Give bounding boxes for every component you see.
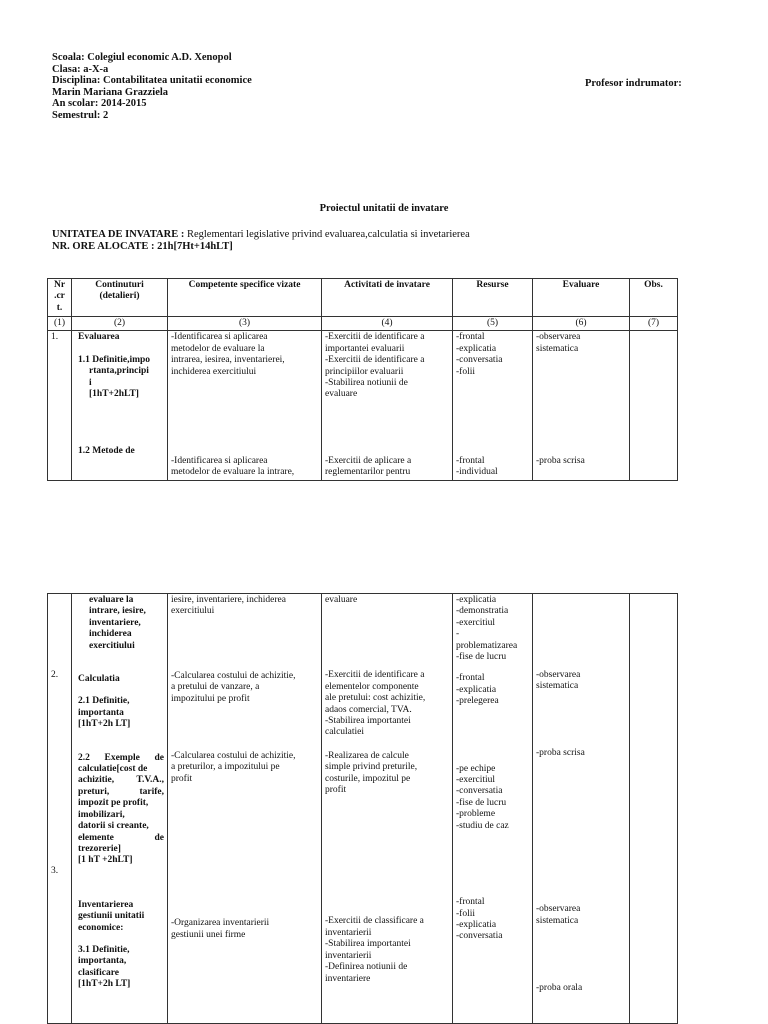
text-line: -observarea xyxy=(536,670,581,680)
class-line: Clasa: a-X-a xyxy=(52,63,109,75)
text-line: -conversatia xyxy=(456,786,503,797)
text-line: sistematica xyxy=(536,915,579,926)
text-line: costurile, impozitul pe xyxy=(325,773,411,784)
text-line: -Identificarea si aplicarea xyxy=(171,456,268,467)
text-line: profit xyxy=(171,773,193,784)
plan-table-page2 xyxy=(47,593,678,1024)
unit-line xyxy=(52,229,470,241)
subsection-3-1 xyxy=(75,945,164,991)
text-line: inchiderea exercitiului xyxy=(171,366,257,377)
text-line: -Stabilirea importantei xyxy=(325,716,411,727)
column-number-row xyxy=(48,317,678,331)
document-title: Proiectul unitatii de invatare xyxy=(319,203,449,214)
text-line: -studiu de caz xyxy=(456,820,509,831)
text-line: iesire, inventariere, inchiderea xyxy=(171,595,286,605)
text-line: -observarea xyxy=(536,904,581,915)
text-line: -frontal xyxy=(456,673,485,684)
text-line: inventariere, xyxy=(89,617,141,628)
text-line: -Organizarea inventarierii xyxy=(171,918,270,929)
text-line: calculatiei xyxy=(325,727,365,738)
document-header xyxy=(52,52,252,122)
text-line: inventarierii xyxy=(325,927,372,938)
text-line: impozit pe profit, xyxy=(78,798,149,809)
text-line: -frontal xyxy=(456,456,485,467)
header-activitati: Activitati de invatare xyxy=(322,279,453,317)
school-line: Scoala: Colegiul economic A.D. Xenopol xyxy=(52,52,232,63)
text-line: rtanta,principi xyxy=(89,366,149,377)
text-line: -Calcularea costului de achizitie, xyxy=(171,670,296,681)
activity-cell xyxy=(322,594,453,1024)
text-line: profit xyxy=(325,785,347,796)
text-line: evaluare xyxy=(325,595,358,605)
col-number: (7) xyxy=(630,317,678,331)
header-competente: Competente specifice vizate xyxy=(168,279,322,317)
unit-value: Reglementari legislative privind evaluarea,calculatia si invetarierea xyxy=(184,229,470,240)
text-line: a preturilor, a impozitului pe xyxy=(171,762,280,773)
table-row xyxy=(48,594,678,1024)
content-cell xyxy=(72,594,168,1024)
text-line: inventariere xyxy=(325,973,371,984)
header-continuturi: Continuturi (detalieri) xyxy=(72,279,168,317)
text-line: sistematica xyxy=(536,681,579,692)
text-line: - xyxy=(456,629,460,640)
text-line: sistematica xyxy=(536,343,579,354)
text-line: -explicatia xyxy=(456,343,497,354)
header-obs: Obs. xyxy=(630,279,678,317)
evaluation-cell xyxy=(533,594,630,1024)
text-line: gestiunii unei firme xyxy=(171,929,246,940)
text-line: -frontal xyxy=(456,332,485,343)
text-line: -frontal xyxy=(456,897,485,908)
section-title: Evaluarea xyxy=(78,332,120,343)
col-number: (6) xyxy=(533,317,630,331)
resources-cell xyxy=(453,594,533,1024)
text-line: -observarea xyxy=(536,332,581,343)
text-line: -conversatia xyxy=(456,355,503,366)
text-line: Inventarierea xyxy=(78,899,134,910)
subsection-2-1 xyxy=(75,696,164,730)
text-line: -probleme xyxy=(456,809,496,820)
text-line: -fise de lucru xyxy=(456,652,507,663)
text-line: -Exercitii de aplicare a xyxy=(325,455,412,466)
text-line: -Stabilirea importantei xyxy=(325,939,411,950)
col-number: (3) xyxy=(168,317,322,331)
text-line: achizitie, T.V.A., xyxy=(78,775,164,786)
text-line: -fise de lucru xyxy=(456,797,507,808)
row-number: 1. xyxy=(48,331,72,481)
text-line: simple privind preturile, xyxy=(325,762,418,773)
text-line: -Stabilirea notiunii de xyxy=(325,378,408,389)
text-line: metodelor de evaluare la xyxy=(171,343,265,354)
text-line: -Identificarea si aplicarea xyxy=(171,332,268,343)
text-line: -demonstratia xyxy=(456,606,509,617)
text-line: -Exercitii de identificare a xyxy=(325,332,425,343)
unit-label: UNITATEA DE INVATARE : xyxy=(52,229,185,240)
text-line: imobilizari, xyxy=(78,809,125,820)
text-line: -Exercitii de identificare a xyxy=(325,355,425,366)
text-line: evaluare xyxy=(325,389,358,400)
text-line: -Exercitii de classificare a xyxy=(325,916,424,927)
text-line: problematizarea xyxy=(456,640,518,651)
supervising-teacher-label: Profesor indrumator: xyxy=(585,78,682,89)
text-line: -proba scrisa xyxy=(536,747,585,758)
text-line: -folii xyxy=(456,908,475,919)
content-continuation xyxy=(75,595,164,652)
text-line: calculatie[cost de xyxy=(78,764,148,775)
text-line: ale pretului: cost achizitie, xyxy=(325,693,426,704)
text-line: impozitului pe profit xyxy=(171,693,250,704)
text-line: -exercitiul xyxy=(456,775,496,786)
text-line: inchiderea xyxy=(89,629,132,640)
text-line: exercitiului xyxy=(171,606,215,617)
text-line: 2.2 Exemple de xyxy=(78,752,164,763)
obs-cell xyxy=(630,594,678,1024)
section-title: Calculatia xyxy=(78,674,120,685)
evaluation-cell xyxy=(533,331,630,481)
text-line: a pretului de vanzare, a xyxy=(171,682,260,693)
teacher-name-line: Marin Mariana Grazziela xyxy=(52,86,169,98)
text-line: adaos comercial, TVA. xyxy=(325,704,412,715)
text-line: reglementarilor pentru xyxy=(325,467,411,478)
text-line: gestiunii unitatii xyxy=(78,911,145,922)
text-line: -conversatia xyxy=(456,931,503,942)
competence-cell xyxy=(168,331,322,481)
header-evaluare: Evaluare xyxy=(533,279,630,317)
text-line: -individual xyxy=(456,467,498,478)
text-line: importanta xyxy=(78,707,124,718)
table-header-row xyxy=(48,279,678,317)
col-number: (5) xyxy=(453,317,533,331)
text-line: -proba scrisa xyxy=(536,456,585,467)
text-line: -pe echipe xyxy=(456,763,496,774)
text-line: datorii si creante, xyxy=(78,821,149,832)
allocated-hours: NR. ORE ALOCATE : 21h[7Ht+14hLT] xyxy=(52,240,233,252)
subsection-2-2 xyxy=(75,753,164,867)
text-line: economice: xyxy=(78,922,124,933)
text-line: elementelor componente xyxy=(325,681,419,692)
text-line: -Definirea notiunii de xyxy=(325,962,408,973)
header-resurse: Resurse xyxy=(453,279,533,317)
text-line: clasificare xyxy=(78,967,119,978)
text-line: 3.1 Definitie, xyxy=(78,944,130,955)
text-line: [1 hT +2hLT] xyxy=(78,855,133,866)
text-line: importanta, xyxy=(78,956,127,967)
text-line: -Calcularea costului de achizitie, xyxy=(171,751,296,762)
table-row xyxy=(48,331,678,481)
col-number: (4) xyxy=(322,317,453,331)
text-line: [1hT+2h LT] xyxy=(78,979,131,990)
plan-table-page1 xyxy=(47,278,678,481)
text-line: -proba orala xyxy=(536,983,583,994)
text-line: -folii xyxy=(456,366,475,377)
col-number: (1) xyxy=(48,317,72,331)
content-cell xyxy=(72,331,168,481)
text-line: elemente de xyxy=(78,832,164,843)
row-number: 2. xyxy=(51,670,59,680)
text-line: 2.1 Definitie, xyxy=(78,696,130,707)
activity-cell xyxy=(322,331,453,481)
row-number: 3. xyxy=(51,866,59,877)
competence-cell xyxy=(168,594,322,1024)
text-line: [1hT+2hLT] xyxy=(89,389,139,400)
unit-info xyxy=(52,229,470,252)
discipline-line: Disciplina: Contabilitatea unitatii economice xyxy=(52,75,252,87)
text-line: metodelor de evaluare la intrare, xyxy=(171,467,295,478)
text-line: -Realizarea de calcule xyxy=(325,750,409,761)
text-line: importantei evaluarii xyxy=(325,343,405,354)
text-line: i xyxy=(89,377,92,388)
text-line: inventarierii xyxy=(325,950,372,961)
text-line: -explicatia xyxy=(456,684,497,695)
section-inventariere xyxy=(75,900,164,934)
header-nr: Nr .cr t. xyxy=(48,279,72,317)
text-line: trezorerie] xyxy=(78,843,121,854)
semester-line: Semestrul: 2 xyxy=(52,109,109,121)
row-number-cell xyxy=(48,594,72,1024)
subsection-1-1 xyxy=(75,355,164,401)
text-line: intrarea, iesirea, inventarierei, xyxy=(171,355,285,366)
text-line: -prelegerea xyxy=(456,696,499,707)
text-line: intrare, iesire, xyxy=(89,606,146,617)
text-line: [1hT+2h LT] xyxy=(78,719,131,730)
col-number: (2) xyxy=(72,317,168,331)
text-line: -explicatia xyxy=(456,595,497,605)
text-line: evaluare la xyxy=(89,595,134,605)
school-year-line: An scolar: 2014-2015 xyxy=(52,98,147,110)
text-line: principiilor evaluarii xyxy=(325,366,404,377)
text-line: preturi, tarife, xyxy=(78,786,164,797)
text-line: exercitiului xyxy=(89,640,135,651)
obs-cell xyxy=(630,331,678,481)
text-line: -explicatia xyxy=(456,919,497,930)
text-line: 1.1 Definitie,impo xyxy=(78,354,151,365)
subsection-1-2: 1.2 Metode de xyxy=(78,446,135,457)
text-line: -exercitiul xyxy=(456,617,496,628)
resources-cell xyxy=(453,331,533,481)
text-line: -Exercitii de identificare a xyxy=(325,670,425,681)
